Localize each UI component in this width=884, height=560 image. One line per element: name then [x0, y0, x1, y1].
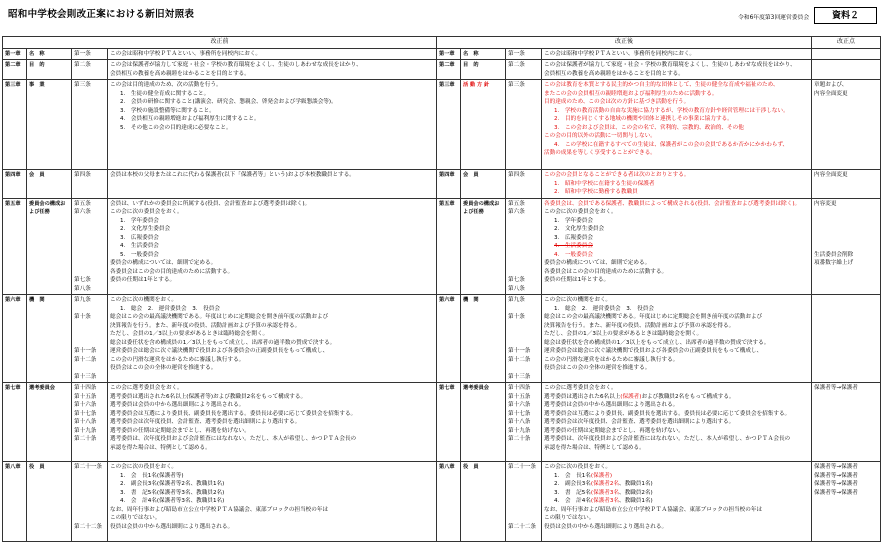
article-number: 第十九条 — [508, 427, 531, 434]
article-number: 第四条 — [74, 172, 91, 178]
article-line: 承認を得た場合は、特例として認める。 — [110, 444, 211, 451]
article-number: 第五条 — [508, 200, 525, 207]
new-chapter-label: 活 動 方 針 — [461, 80, 506, 170]
changed-text: (保護者) — [620, 393, 642, 400]
change-reason — [812, 60, 881, 80]
article-line: この会は目的達成のため、次の活動を行う。 — [110, 82, 222, 88]
changed-text: (保護者3名 — [590, 498, 620, 504]
change-reason — [812, 462, 881, 542]
article-number — [508, 225, 539, 234]
article-line: この会の円滑な運営をはかるために審議し執行する。 — [110, 356, 245, 363]
article-number: 第十五条 — [74, 393, 97, 400]
old-chapter-number: 第二章 — [3, 60, 27, 80]
article-line: 選考委員は会員の中から選出細則により選出される。 — [110, 402, 245, 408]
new-article-text — [542, 60, 812, 80]
article-line: 選考委員は、次年度役員および会計監査にはなれない。ただし、本人が希望し、かつＰＴＡ会長の — [544, 436, 791, 442]
article-line: この会に選考委員会をおく。 — [110, 385, 183, 391]
article-number — [508, 268, 539, 277]
article-number: 第十四条 — [74, 385, 97, 391]
article-number — [74, 322, 105, 331]
new-article-numbers — [506, 170, 542, 199]
new-chapter-label: 選考委員会 — [461, 383, 506, 462]
old-chapter-number: 第六章 — [3, 295, 27, 383]
article-line: 2. 昭和中学校に勤務する教職員 — [554, 189, 638, 195]
article-number: 第十九条 — [74, 427, 97, 434]
article-line: 選考委員の任期は定期総会までとし、再選を妨げない。 — [110, 427, 250, 434]
article-line: この会は保護者が協力して家庭・社会・学校の教育環境をよくし、生徒のしあわせな成長をはかり、 — [110, 62, 362, 68]
article-number — [508, 217, 539, 226]
new-article-numbers — [506, 295, 542, 383]
article-line: この会に次の機関をおく。 — [110, 297, 178, 303]
old-article-numbers — [72, 462, 108, 542]
article-number: 第二十条 — [508, 436, 531, 442]
table-row — [3, 462, 881, 542]
article-number — [74, 489, 105, 498]
article-number: 第十五条 — [508, 393, 531, 400]
article-line: 4. 生活委員会 — [554, 243, 593, 249]
reason-line: 保護者等→保護者 — [814, 472, 858, 479]
new-article-text — [542, 80, 812, 170]
table-row — [3, 60, 881, 80]
table-row — [3, 295, 881, 383]
article-number: 第十七条 — [74, 410, 97, 417]
new-chapter-label: 委員会の構成および任務 — [461, 198, 506, 295]
article-line: この会に次の機関をおく。 — [544, 297, 612, 303]
article-line: 1. 学年委員会 — [120, 217, 159, 224]
changed-text: (保護者2名 — [590, 481, 620, 487]
article-number — [74, 514, 105, 523]
new-article-numbers — [506, 60, 542, 80]
article-number: 第十七条 — [508, 410, 531, 417]
article-line: 3. 広報委員会 — [554, 234, 593, 241]
change-reason — [812, 80, 881, 170]
change-reason — [812, 198, 881, 295]
old-article-text — [108, 60, 437, 80]
article-line: 1. 総会 2. 運営委員会 3. 役員会 — [554, 305, 654, 312]
article-number — [74, 330, 105, 339]
article-line: 決算報告を行う。また、新年度の役員、活動計画および予算の承認を得る。 — [110, 322, 301, 329]
article-line: 委員会の構成については、細則で定める。 — [544, 260, 651, 266]
article-number — [508, 489, 539, 498]
comparison-table — [2, 36, 881, 542]
article-line: 3. 書 記5名(保護者等3名、教職員2名) — [120, 489, 225, 496]
article-number: 第十条 — [508, 314, 525, 320]
new-chapter-number: 第三章 — [437, 80, 461, 170]
article-number — [508, 506, 539, 515]
article-line: 決算報告を行う。また、新年度の役員、活動計画および予算の承認を得る。 — [544, 322, 735, 329]
article-number: 第十一条 — [508, 348, 531, 354]
article-line: 2. 文化厚生委員会 — [554, 226, 605, 232]
article-line: 4. 会員相互の親睦増進および福利厚生に関すること。 — [120, 116, 260, 122]
article-line: この会に次の役員をおく。 — [110, 464, 178, 470]
old-chapter-label: 会 員 — [27, 170, 72, 199]
article-line: 5. その他この会の目的達成に必要なこと。 — [120, 124, 232, 131]
article-number — [74, 506, 105, 515]
article-line: この会の目的以外の活動に一切関与しない。 — [544, 133, 656, 139]
article-line: この会の会員となることができる者は次のとおりとする。 — [544, 172, 690, 178]
article-line: この会は教育を本質とする民主的かつ自主的な団体として、生徒の健全な育成や福祉のため、 — [544, 82, 779, 88]
article-number: 第十六条 — [508, 402, 531, 408]
old-article-numbers — [72, 48, 108, 60]
old-article-numbers — [72, 60, 108, 80]
article-line: この会に次の役員をおく。 — [544, 464, 612, 470]
document-number-badge: 資料２ — [814, 7, 877, 24]
reason-line: 内容全面変更 — [814, 172, 848, 178]
new-column-header: 改正後 — [437, 37, 812, 49]
new-article-numbers — [506, 48, 542, 60]
article-number: 第五条 — [74, 200, 91, 207]
article-number — [74, 251, 105, 260]
old-chapter-label: 事 業 — [27, 80, 72, 170]
article-line: 選考委員の任期は定期総会までとし、再選を妨げない。 — [544, 427, 684, 434]
new-chapter-label: 目 的 — [461, 60, 506, 80]
article-number: 第十四条 — [508, 385, 531, 391]
new-article-numbers — [506, 383, 542, 462]
old-article-text — [108, 295, 437, 383]
article-number: 第七条 — [508, 277, 525, 283]
old-chapter-label: 委員会の構成および任務 — [27, 198, 72, 295]
article-line: またこの会の会員相互の親睦増進および福利厚生のために活動する。 — [544, 90, 718, 97]
article-number: 第十六条 — [74, 402, 97, 408]
article-line: 選考委員は会員の中から選出細則により選出される。 — [544, 402, 679, 408]
article-number: 第十八条 — [508, 419, 531, 425]
old-chapter-label: 名 称 — [27, 48, 72, 60]
old-chapter-label: 目 的 — [27, 60, 72, 80]
article-number: 第一条 — [74, 50, 91, 57]
article-line: 委員の任期は1年とする。 — [110, 277, 176, 283]
article-line: 役員は会員の中から選出細則により選出される。 — [544, 523, 668, 530]
article-line: 各委員会は、会員である保護者、教職員によって構成される(役員、会計監査および選考委員は除く)。 — [544, 200, 801, 207]
old-article-text — [108, 80, 437, 170]
article-line: 総会はこの会の最高議決機関である。年度はじめに定期総会を開き前年度の活動および — [544, 314, 763, 320]
article-number — [508, 497, 539, 506]
article-line: 活動の成果を等しく享受することができる。 — [544, 150, 656, 156]
article-number: 第十八条 — [74, 419, 97, 425]
old-article-text — [108, 48, 437, 60]
article-line: 選考委員会は互選により委員長、副委員長を選出する。委員長は必要に応じて委員会を招集する。 — [110, 410, 357, 417]
article-line: なお、周年行事および昭島市立公立中学校ＰＴＡ協議会、東部ブロックの担当校の年は — [544, 506, 763, 513]
article-line: 会員は、いずれかの委員会に所属する(役員、会計監査および選考委員は除く)。 — [110, 200, 311, 207]
old-chapter-number: 第八章 — [3, 462, 27, 542]
article-line: 2. 副会長3名(保護者2名、教職員1名) — [554, 481, 653, 487]
reason-line: 項番数字繰上げ — [814, 260, 854, 266]
old-chapter-label: 役 員 — [27, 462, 72, 542]
article-number — [74, 472, 105, 481]
new-chapter-number: 第六章 — [437, 295, 461, 383]
article-number — [74, 225, 105, 234]
article-line: 4. 会 計4名(保護者等3名、教職員1名) — [120, 498, 225, 504]
old-chapter-number: 第七章 — [3, 383, 27, 462]
new-article-text — [542, 462, 812, 542]
article-line: 総会は委任状を含め構成員の1／3以上をもって成立し、出席者の過半数の賛成で決する。 — [544, 339, 770, 346]
article-number — [508, 234, 539, 243]
article-number: 第三条 — [74, 82, 91, 88]
meeting-label: 令和6年度第3回運営委員会 — [738, 15, 810, 21]
article-number: 第六条 — [508, 209, 525, 215]
new-chapter-label: 名 称 — [461, 48, 506, 60]
new-chapter-number: 第二章 — [437, 60, 461, 80]
article-number — [74, 497, 105, 506]
article-number: 第九条 — [508, 297, 525, 303]
old-article-text — [108, 198, 437, 295]
article-number: 第二十二条 — [74, 523, 102, 530]
article-line: 3. 広報委員会 — [120, 234, 159, 241]
old-chapter-label: 機 関 — [27, 295, 72, 383]
change-reason — [812, 170, 881, 199]
article-line: 3. 書 記5名(保護者3名、教職員2名) — [554, 489, 653, 496]
article-number — [508, 364, 539, 373]
article-line: 4. 生活委員会 — [120, 243, 159, 249]
article-number — [508, 480, 539, 489]
article-line: 選考委員は、次年度役員および会計監査にはなれない。ただし、本人が希望し、かつＰＴＡ会長の — [110, 436, 357, 442]
reason-line — [814, 234, 878, 243]
article-line: 4. 会 計4名(保護者3名、教職員1名) — [554, 498, 653, 504]
article-line: 3. この会および会員は、この会の名で、営利的、宗教的、政治的、その他 — [554, 124, 744, 131]
article-number — [74, 364, 105, 373]
reason-line: 保護者等→保護者 — [814, 481, 858, 487]
article-line: この会に次の委員会をおく。 — [544, 209, 617, 215]
article-number — [74, 339, 105, 348]
article-line: 5. 一般委員会 — [120, 251, 159, 258]
article-line: 目的達成のため、この会は次の方針に基づき活動を行う。 — [544, 99, 690, 105]
article-line: 各委員会はこの会の目的達成のために活動する。 — [110, 268, 234, 275]
article-number — [508, 322, 539, 331]
article-number: 第二十一条 — [74, 464, 102, 470]
change-reason — [812, 295, 881, 383]
article-line: 2. 会員の研修に関すること(講演会、研究会、懇親会、啓発会および学級懇談会等)。 — [120, 99, 337, 105]
new-chapter-label: 機 関 — [461, 295, 506, 383]
new-article-text — [542, 295, 812, 383]
article-line: 1. 学校の教育活動の自由な実施に協力するが、学校の教育方針や経営管理には干渉しない。 — [554, 107, 789, 114]
article-line: この会に選考委員会をおく。 — [544, 385, 617, 391]
new-article-numbers — [506, 462, 542, 542]
article-number — [74, 217, 105, 226]
article-line: 選考委員は選出された6名以上(保護者)および教職員2名をもって構成する。 — [544, 393, 735, 400]
article-line: 選考委員会は互選により委員長、副委員長を選出する。委員長は必要に応じて委員会を招集する。 — [544, 410, 791, 417]
table-row — [3, 383, 881, 462]
article-number: 第八条 — [508, 285, 525, 292]
article-line: この限りではない。 — [110, 515, 161, 521]
article-number — [508, 259, 539, 268]
article-number: 第二条 — [508, 62, 525, 68]
article-line: 1. 総会 2. 運営委員会 3. 役員会 — [120, 305, 220, 312]
reason-line: 保護者等→保護者 — [814, 489, 858, 496]
reason-column-header: 改正点 — [812, 37, 881, 49]
old-chapter-label: 選考委員会 — [27, 383, 72, 462]
new-chapter-label: 会 員 — [461, 170, 506, 199]
reason-line: 内容全面変更 — [814, 90, 848, 97]
reason-line: 内容変更 — [814, 200, 837, 207]
article-number — [74, 242, 105, 251]
old-article-numbers — [72, 198, 108, 295]
article-line: 総会は委任状を含め構成員の1／3以上をもって成立し、出席者の過半数の賛成で決する。 — [110, 339, 336, 346]
article-line: 2. 目的を同じくする地域の機関や団体と連携しその事業に協力する。 — [554, 116, 733, 122]
change-reason — [812, 383, 881, 462]
article-line: 4. この学校に在籍するすべての生徒は、保護者がこの会の会員であるか否かにかかわらず、 — [554, 141, 789, 148]
article-line: 役員会はこの会の全体の運営を推進する。 — [110, 365, 217, 371]
change-reason — [812, 48, 881, 60]
article-line: 会員は本校の父母またはこれに代わる保護者(以下「保護者等」という)および本校教職員とする。 — [110, 172, 355, 178]
reason-line: 生活委員会削除 — [814, 251, 854, 258]
article-number — [508, 251, 539, 260]
table-row — [3, 198, 881, 295]
article-line: 選考委員会は次年度役員、会計監査、選考委員を選出細則により選出する。 — [110, 419, 301, 425]
old-article-numbers — [72, 170, 108, 199]
article-line: 1. 会 長1名(保護者) — [554, 472, 613, 479]
article-number: 第十一条 — [74, 348, 97, 354]
article-number — [508, 305, 539, 314]
article-line: 1. 昭和中学校に在籍する生徒の保護者 — [554, 180, 655, 187]
old-chapter-number: 第三章 — [3, 80, 27, 170]
article-line: 選考委員は選出された6名以上(保護者等)および教職員2名をもって構成する。 — [110, 393, 307, 400]
article-line: 総会はこの会の最高議決機関である。年度はじめに定期総会を開き前年度の活動および — [110, 314, 329, 320]
reason-line: 保護者等→保護者 — [814, 385, 858, 391]
new-article-text — [542, 48, 812, 60]
article-number — [74, 268, 105, 277]
article-line: 役員は会員の中から選出細則により選出される。 — [110, 523, 234, 530]
article-number: 第二十一条 — [508, 464, 536, 470]
old-article-text — [108, 170, 437, 199]
article-number — [74, 480, 105, 489]
old-article-text — [108, 383, 437, 462]
article-line: 2. 文化厚生委員会 — [120, 226, 171, 232]
article-line: 委員の任期は1年とする。 — [544, 277, 610, 283]
article-number: 第十二条 — [74, 356, 97, 363]
new-article-text — [542, 198, 812, 295]
article-line: 承認を得た場合は、特例として認める。 — [544, 444, 645, 451]
reason-line: 章題および、 — [814, 82, 848, 88]
old-column-header: 改正前 — [3, 37, 437, 49]
article-line: この会の円滑な運営をはかるために審議し執行する。 — [544, 356, 679, 363]
article-line: なお、周年行事および昭島市立公立中学校ＰＴＡ協議会、東部ブロックの担当校の年は — [110, 506, 329, 513]
article-line: ただし、会員の1／3以上の要求があるときは臨時総会を開く。 — [544, 331, 703, 337]
article-number: 第十三条 — [508, 373, 531, 380]
article-number: 第十条 — [74, 314, 91, 320]
article-line: この会は昭和中学校ＰＴＡといい、事務所を同校内におく。 — [544, 50, 695, 57]
new-article-numbers — [506, 80, 542, 170]
old-article-numbers — [72, 80, 108, 170]
article-line: 2. 副会長3名(保護者等2名、教職員1名) — [120, 481, 225, 487]
old-chapter-number: 第四章 — [3, 170, 27, 199]
article-number — [74, 259, 105, 268]
old-chapter-number: 第一章 — [3, 48, 27, 60]
new-chapter-number: 第一章 — [437, 48, 461, 60]
article-line: 各委員会はこの会の目的達成のために活動する。 — [544, 268, 668, 275]
reason-line — [814, 208, 878, 217]
article-number — [74, 305, 105, 314]
article-number: 第二十二条 — [508, 523, 536, 530]
old-article-numbers — [72, 383, 108, 462]
reason-line — [814, 225, 878, 234]
article-number — [508, 472, 539, 481]
old-article-text — [108, 462, 437, 542]
article-number: 第三条 — [508, 82, 525, 88]
table-row — [3, 48, 881, 60]
article-line: 会員相互の教養を高め親睦をはかることを目的とする。 — [544, 70, 684, 77]
article-line: この限りではない。 — [544, 515, 595, 521]
old-chapter-number: 第五章 — [3, 198, 27, 295]
article-line: この会は昭和中学校ＰＴＡといい、事務所を同校内におく。 — [110, 50, 261, 57]
new-chapter-number: 第五章 — [437, 198, 461, 295]
changed-text: (保護者) — [590, 472, 613, 479]
article-line: 会員相互の教養を高め親睦をはかることを目的とする。 — [110, 70, 250, 77]
reason-line: 保護者等→保護者 — [814, 464, 858, 470]
article-number: 第九条 — [74, 297, 91, 303]
new-article-text — [542, 383, 812, 462]
article-number: 第六条 — [74, 209, 91, 215]
article-line: この会は保護者が協力して家庭・社会・学校の教育環境をよくし、生徒のしあわせな成長をはかり、 — [544, 62, 796, 68]
article-line: 1. 会 長1名(保護者等) — [120, 472, 184, 479]
article-line: 運営委員会は総会に次ぐ議決機関で役員および各委員会の正副委員長をもって構成し、 — [544, 348, 763, 354]
article-number: 第十三条 — [74, 373, 97, 380]
table-row — [3, 80, 881, 170]
article-line: 4. 一般委員会 — [554, 251, 593, 258]
reason-line — [814, 217, 878, 226]
article-number — [508, 339, 539, 348]
changed-text: (保護者3名 — [590, 489, 620, 496]
article-line: 運営委員会は総会に次ぐ議決機関で役員および各委員会の正副委員長をもって構成し、 — [110, 348, 329, 354]
article-number — [508, 242, 539, 251]
article-line: 委員会の構成については、細則で定める。 — [110, 260, 217, 266]
article-number: 第二十条 — [74, 436, 97, 442]
article-number — [74, 234, 105, 243]
article-number: 第二条 — [74, 62, 91, 68]
article-line: 選考委員会は次年度役員、会計監査、選考委員を選出細則により選出する。 — [544, 419, 735, 425]
article-number: 第一条 — [508, 50, 525, 57]
table-row — [3, 170, 881, 199]
table-header-row — [3, 37, 881, 49]
new-chapter-number: 第七章 — [437, 383, 461, 462]
new-article-text — [542, 170, 812, 199]
article-number: 第七条 — [74, 277, 91, 283]
article-number: 第四条 — [508, 172, 525, 178]
new-chapter-number: 第八章 — [437, 462, 461, 542]
reason-line — [814, 242, 878, 251]
article-number — [508, 330, 539, 339]
article-line: 3. 学校の施設整備等に関すること。 — [120, 107, 215, 114]
article-line: この会に次の委員会をおく。 — [110, 209, 183, 215]
new-chapter-number: 第四章 — [437, 170, 461, 199]
document-title: 昭和中学校会則改正案における新旧対照表 — [8, 9, 195, 20]
old-article-numbers — [72, 295, 108, 383]
article-number — [508, 514, 539, 523]
article-number: 第八条 — [74, 285, 91, 292]
article-line: 1. 生徒の健全育成に関すること。 — [120, 90, 210, 97]
article-line: 役員会はこの会の全体の運営を推進する。 — [544, 365, 651, 371]
article-line: 1. 学年委員会 — [554, 217, 593, 224]
article-line: ただし、会員の1／3以上の要求があるときは臨時総会を開く。 — [110, 331, 269, 337]
new-chapter-label: 役 員 — [461, 462, 506, 542]
new-article-numbers — [506, 198, 542, 295]
article-number: 第十二条 — [508, 356, 531, 363]
